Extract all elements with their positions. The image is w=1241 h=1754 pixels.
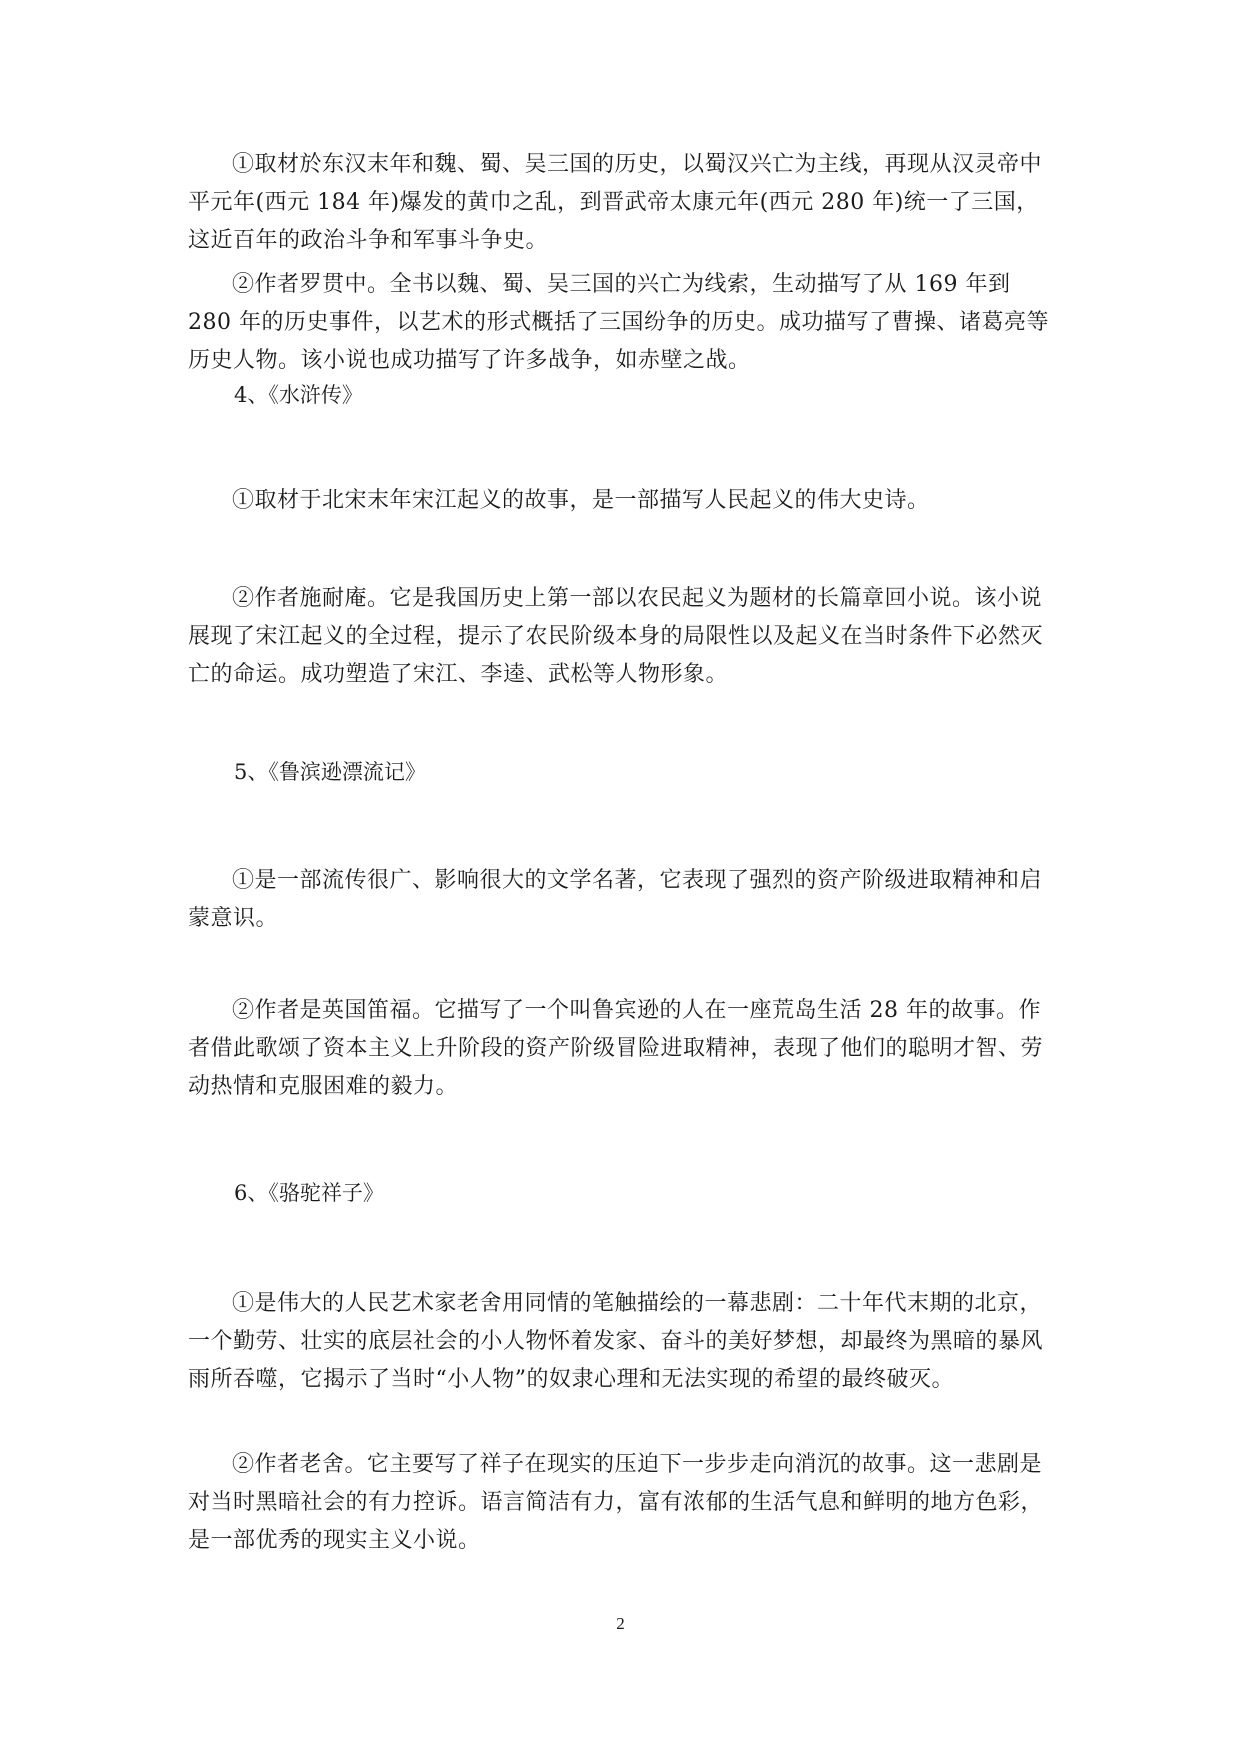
paragraph-sanguo-1: ①取材於东汉末年和魏、蜀、吴三国的历史，以蜀汉兴亡为主线，再现从汉灵帝中平元年(西元 184 年)爆发的黄巾之乱，到晋武帝太康元年(西元 280 年)统一了三国，这近百年的政治斗争和军事斗争史。 xyxy=(188,152,1043,253)
paragraph-luotuo-1: ①是伟大的人民艺术家老舍用同情的笔触描绘的一幕悲剧：二十年代末期的北京，一个勤劳、壮实的底层社会的小人物怀着发家、奋斗的美好梦想，却最终为黑暗的暴风雨所吞噬，它揭示了当时“小人物”的奴隶心理和无法实现的希望的最终破灭。 xyxy=(188,1291,1044,1392)
paragraph-shuihu-2: ②作者施耐庵。它是我国历史上第一部以农民起义为题材的长篇章回小说。该小说展现了宋江起义的全过程，提示了农民阶级本身的局限性以及起义在当时条件下必然灭亡的命运。成功塑造了宋江、李逵、武松等人物形象。 xyxy=(188,586,1044,687)
page-number: 2 xyxy=(616,1614,625,1633)
heading-luotuo: 6、《骆驼祥子》 xyxy=(234,1181,384,1205)
heading-robinson: 5、《鲁滨逊漂流记》 xyxy=(234,760,426,784)
paragraph-luotuo-2: ②作者老舍。它主要写了祥子在现实的压迫下一步步走向消沉的故事。这一悲剧是对当时黑暗社会的有力控诉。语言简洁有力，富有浓郁的生活气息和鲜明的地方色彩，是一部优秀的现实主义小说。 xyxy=(188,1452,1044,1553)
paragraph-robinson-1: ①是一部流传很广、影响很大的文学名著，它表现了强烈的资产阶级进取精神和启蒙意识。 xyxy=(188,868,1043,931)
paragraph-robinson-2: ②作者是英国笛福。它描写了一个叫鲁宾逊的人在一座荒岛生活 28 年的故事。作者借此歌颂了资本主义上升阶段的资产阶级冒险进取精神，表现了他们的聪明才智、劳动热情和克服困难的毅力。 xyxy=(188,998,1044,1099)
heading-shuihu: 4、《水浒传》 xyxy=(234,383,363,407)
paragraph-sanguo-2: ②作者罗贯中。全书以魏、蜀、吴三国的兴亡为线索，生动描写了从 169 年到 280 年的历史事件，以艺术的形式概括了三国纷争的历史。成功描写了曹操、诸葛亮等历史人物。该小说也成功描写了许多战争，如赤壁之战。 xyxy=(188,272,1049,373)
paragraph-shuihu-1: ①取材于北宋末年宋江起义的故事，是一部描写人民起义的伟大史诗。 xyxy=(232,488,930,513)
